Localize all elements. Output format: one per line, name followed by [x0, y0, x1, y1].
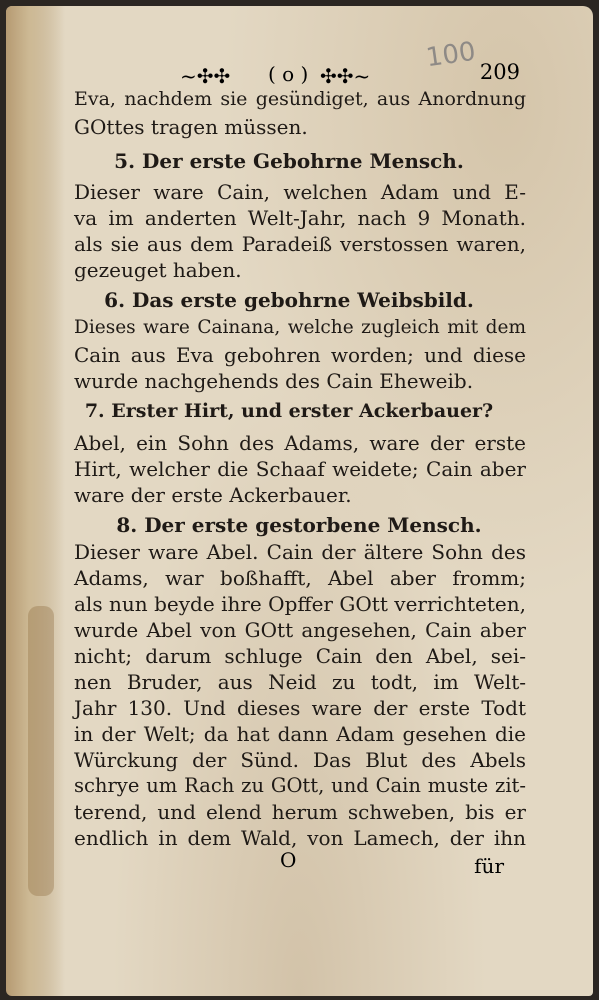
text-line: Würckung der Sünd. Das Blut des Abels — [74, 748, 526, 772]
text-line: als nun beyde ihre Opffer GOtt verrichteten, — [74, 592, 526, 616]
text-line: Dieser ware Abel. Cain der ältere Sohn des — [74, 540, 526, 564]
text-line: Jahr 130. Und dieses ware der erste Todt — [74, 696, 526, 720]
section-heading: 5. Der erste Gebohrne Mensch. — [114, 149, 464, 173]
text-line: Dieses ware Cainana, welche zugleich mit dem — [74, 317, 526, 338]
header-signature-mark: ( o ) — [268, 62, 309, 86]
header-ornament-left: ~✣✣ — [180, 64, 231, 88]
text-line: GOttes tragen müssen. — [74, 115, 308, 139]
text-line: gezeuget haben. — [74, 258, 242, 282]
signature-mark: O — [280, 848, 297, 872]
section-heading: 6. Das erste gebohrne Weibsbild. — [104, 288, 474, 312]
text-line: endlich in dem Wald, von Lamech, der ihn — [74, 826, 526, 850]
paper-stain — [28, 606, 54, 896]
text-line: Eva, nachdem sie gesündiget, aus Anordnung — [74, 88, 526, 110]
page-footer — [74, 848, 526, 878]
text-line: nicht; darum schluge Cain den Abel, sei- — [74, 644, 526, 668]
text-line: va im anderten Welt-Jahr, nach 9 Monath. — [74, 206, 526, 230]
text-line: wurde Abel von GOtt angesehen, Cain aber — [74, 618, 526, 642]
section-heading: 8. Der erste gestorbene Mensch. — [116, 513, 482, 537]
catchword: für — [474, 854, 504, 878]
text-line: schrye um Rach zu GOtt, und Cain muste zit- — [74, 774, 526, 797]
section-heading: 7. Erster Hirt, und erster Ackerbauer? — [84, 400, 494, 422]
text-line: wurde nachgehends des Cain Eheweib. — [74, 369, 474, 393]
text-line: Hirt, welcher die Schaaf weidete; Cain aber — [74, 457, 526, 481]
text-line: terend, und elend herum schweben, bis er — [74, 800, 526, 824]
running-header — [180, 36, 530, 88]
text-line: Abel, ein Sohn des Adams, ware der erste — [74, 431, 526, 455]
text-line: Dieser ware Cain, welchen Adam und E- — [74, 180, 526, 204]
text-line: in der Welt; da hat dann Adam gesehen die — [74, 722, 526, 746]
text-line: ware der erste Ackerbauer. — [74, 483, 352, 507]
text-line: als sie aus dem Paradeiß verstossen waren, — [74, 232, 526, 256]
text-line: Adams, war boßhafft, Abel aber fromm; — [74, 566, 526, 590]
text-line: nen Bruder, aus Neid zu todt, im Welt- — [74, 670, 526, 694]
text-line: Cain aus Eva gebohren worden; und diese — [74, 343, 526, 367]
pencil-annotation: 100 — [424, 36, 478, 74]
header-ornament-right: ✣✣~ — [320, 64, 371, 88]
page-number: 209 — [479, 60, 520, 84]
